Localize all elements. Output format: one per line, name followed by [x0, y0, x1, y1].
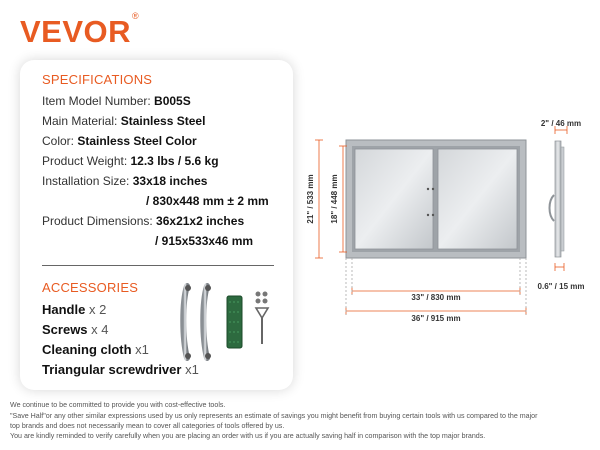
footer-line-3: top brands and does not necessarily mean to cover all categories of tools offered by us.: [10, 422, 285, 430]
accessory-name: Cleaning cloth: [42, 342, 132, 357]
spec-value: Stainless Steel Color: [77, 134, 197, 148]
accessory-name: Screws: [42, 322, 88, 337]
accessory-name: Handle: [42, 302, 86, 317]
registered-mark: ®: [132, 10, 140, 21]
brand-name: VEVOR: [20, 14, 132, 49]
spec-value: 12.3 lbs / 5.6 kg: [130, 154, 219, 168]
section-divider: [42, 265, 274, 266]
accessory-name: Triangular screwdriver: [42, 362, 182, 377]
spec-row-product-dimensions-metric: [155, 234, 253, 248]
door-front-view: [346, 140, 526, 258]
width-outer-label: 36" / 915 mm: [411, 314, 461, 323]
door-side-view: [550, 141, 565, 257]
accessories-title: ACCESSORIES: [42, 280, 139, 295]
footer-line-1: We continue to be committed to provide you with cost-effective tools.: [10, 401, 226, 409]
accessory-qty: x1: [181, 362, 199, 377]
handle-icon: [203, 285, 211, 359]
spec-row-model: [42, 94, 191, 108]
accessory-qty: x 4: [87, 322, 109, 337]
height-inner-label: 18" / 448 mm: [330, 174, 339, 224]
height-outer-label: 21" / 533 mm: [306, 174, 315, 224]
cleaning-cloth-icon: [227, 296, 242, 348]
spec-row-material: [42, 114, 205, 128]
depth-bottom-label: 0.6" / 15 mm: [537, 282, 585, 291]
spec-label: Item Model Number:: [42, 94, 155, 108]
spec-row-installation-size-metric: [146, 194, 269, 208]
spec-row-color: [42, 134, 197, 148]
spec-row-product-dimensions: [42, 214, 244, 228]
spec-row-weight: [42, 154, 219, 168]
dimension-diagram: [305, 115, 595, 330]
spec-label: Main Material:: [42, 114, 121, 128]
spec-label: Product Dimensions:: [42, 214, 157, 228]
depth-top-label: 2" / 46 mm: [540, 119, 582, 128]
spec-value: / 830x448 mm ± 2 mm: [146, 194, 269, 208]
accessory-cleaning-cloth: [42, 342, 149, 357]
spec-value: / 915x533x46 mm: [155, 234, 254, 248]
spec-row-installation-size: [42, 174, 207, 188]
accessory-qty: x1: [131, 342, 149, 357]
specifications-title: SPECIFICATIONS: [42, 72, 153, 87]
handle-icon: [183, 285, 191, 359]
specifications-card: [20, 60, 293, 390]
width-inner-label: 33" / 830 mm: [411, 293, 461, 302]
accessory-screws: [42, 322, 109, 337]
footer-line-4: You are kindly reminded to verify carefully when you are placing an order with us if you are actually saving half in comparison with the top major brands.: [10, 432, 486, 440]
spec-value: 36x21x2 inches: [156, 214, 245, 228]
spec-label: Color:: [42, 134, 78, 148]
spec-value: B005S: [154, 94, 191, 108]
spec-value: Stainless Steel: [120, 114, 206, 128]
screws-icon: [256, 292, 268, 304]
accessory-handle: [42, 302, 106, 317]
spec-label: Product Weight:: [42, 154, 131, 168]
spec-label: Installation Size:: [42, 174, 133, 188]
accessory-qty: x 2: [85, 302, 107, 317]
accessories-illustration: [178, 282, 278, 364]
brand-logo: [20, 10, 140, 50]
footer-line-2: "Save Half"or any other similar expressions used by us only represents an estimate of savings you might benefit from buying certain tools with us compared to the major: [10, 412, 538, 420]
accessory-triangular-screwdriver: [42, 362, 199, 377]
triangular-screwdriver-icon: [256, 308, 268, 344]
spec-value: 33x18 inches: [132, 174, 208, 188]
